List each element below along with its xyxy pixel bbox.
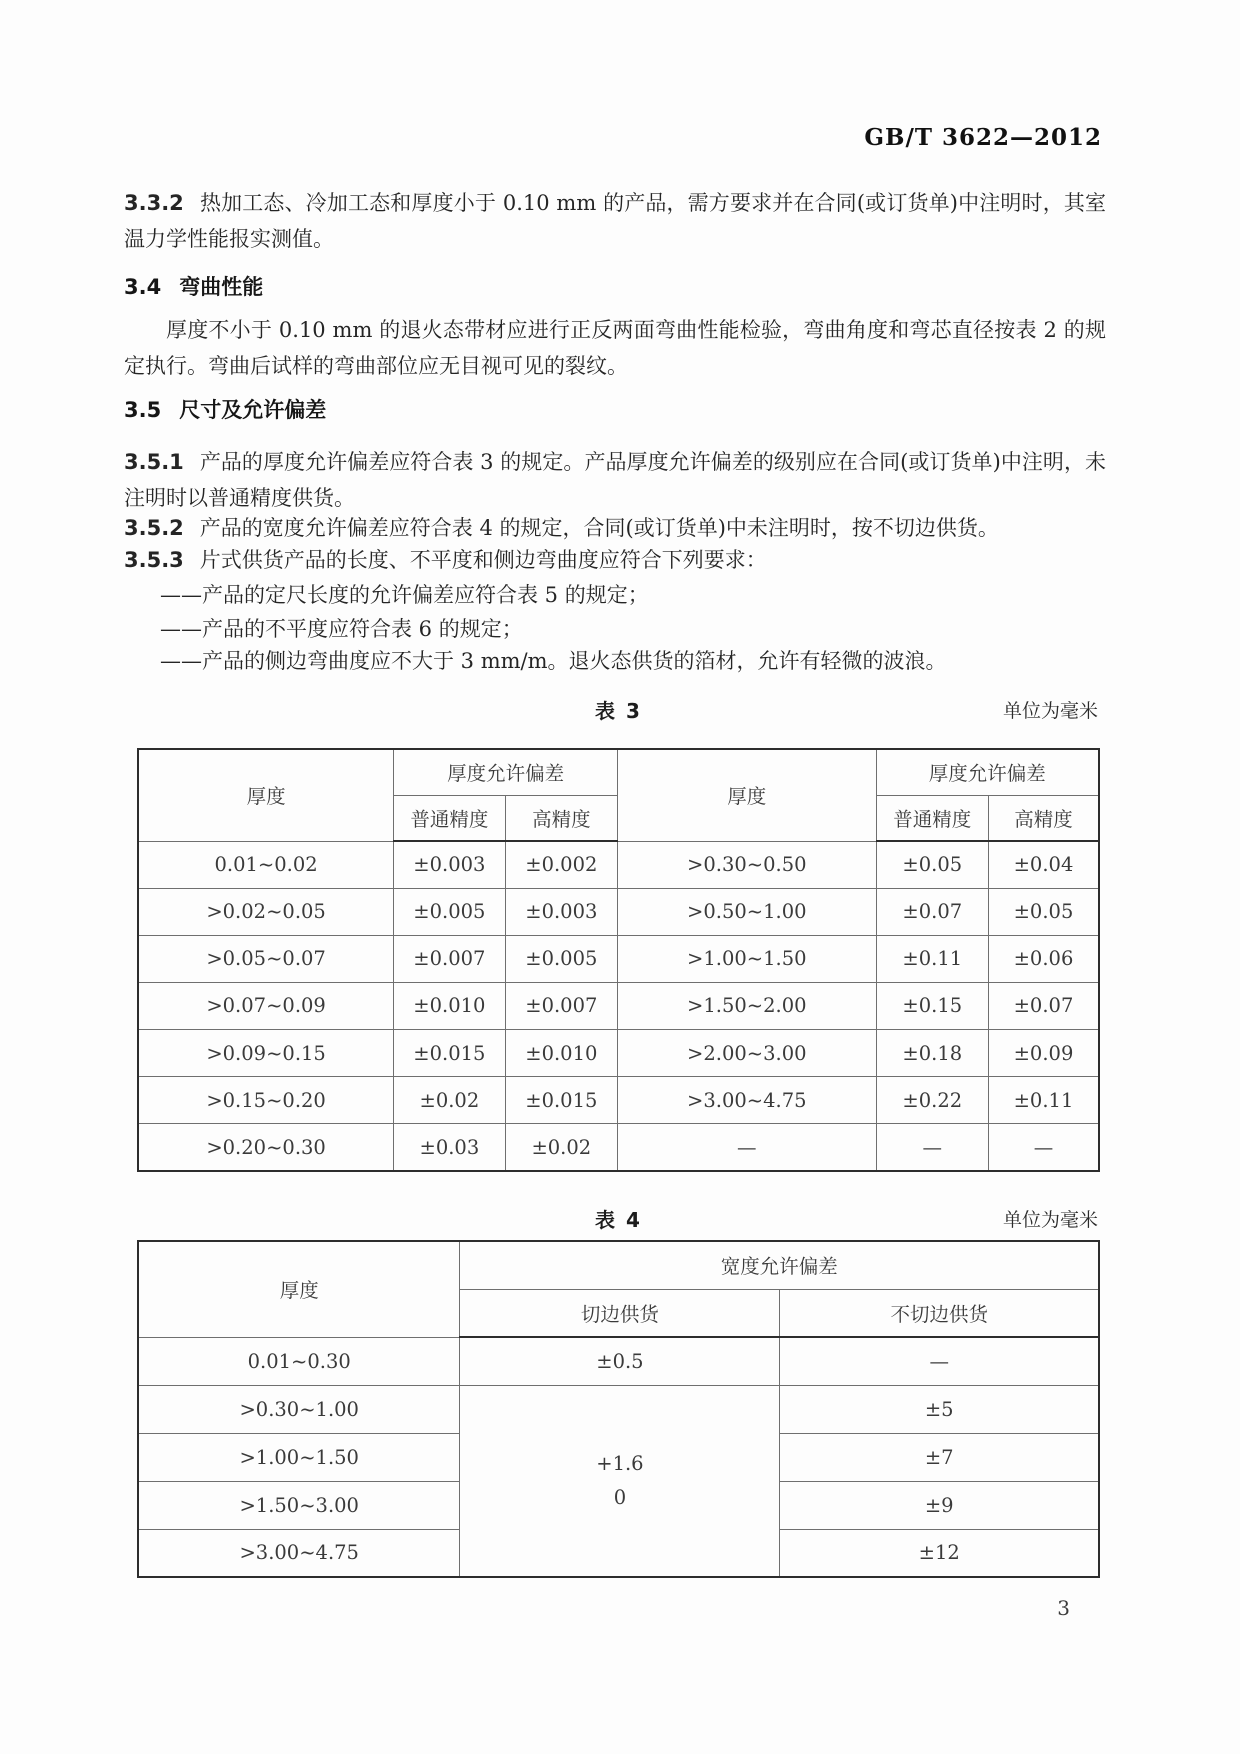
cell: — [780,1337,1099,1385]
header-cell-tolerance: 宽度允许偏差 [460,1241,1099,1289]
header-cell-high: 高精度 [988,795,1099,841]
clause-number: 3.5.3 [124,548,184,572]
cell: >1.50~3.00 [138,1481,460,1529]
clause-number: 3.5.1 [124,450,184,474]
header-cell-thickness: 厚度 [618,749,877,841]
cell: ±0.002 [505,841,617,888]
table-row [138,888,1099,935]
cell: ±12 [780,1529,1099,1577]
cell: ±5 [780,1385,1099,1433]
cell: >1.00~1.50 [618,935,877,982]
table-3 [137,748,1100,1172]
table-row [138,1241,1099,1289]
cell: ±0.05 [988,888,1099,935]
table-row [138,749,1099,795]
cell: 0.01~0.02 [138,841,394,888]
cell: ±0.05 [876,841,988,888]
header-cell-high: 高精度 [505,795,617,841]
tolerance-minus: 0 [613,1485,627,1509]
cell: ±0.11 [876,935,988,982]
clause-text: 片式供货产品的长度、不平度和侧边弯曲度应符合下列要求： [199,548,767,572]
cell: >0.30~1.00 [138,1385,460,1433]
tolerance-merged-cell [460,1385,780,1577]
cell: ±0.010 [505,1030,617,1077]
clause-3-5-3 [124,543,1106,577]
cell: ±0.07 [988,982,1099,1029]
cell: ±0.02 [505,1124,617,1171]
header-cell-thickness: 厚度 [138,1241,460,1337]
heading-3-4 [124,271,1106,301]
table-row [138,1337,1099,1385]
table-4-header [138,1241,1099,1337]
cell: — [876,1124,988,1171]
cell: ±0.07 [876,888,988,935]
cell: 0.01~0.30 [138,1337,460,1385]
table-caption: 表 4 [595,1208,642,1232]
cell: ±0.06 [988,935,1099,982]
cell: ±0.007 [394,935,505,982]
tolerance-plus: +1.6 [596,1451,644,1475]
paragraph-3-4: 厚度不小于 0.10 mm 的退火态带材应进行正反两面弯曲性能检验，弯曲角度和弯芯直径按表 2 的规定执行。弯曲后试样的弯曲部位应无目视可见的裂纹。 [124,318,1106,378]
cell: ±0.02 [394,1077,505,1124]
cell: ±0.04 [988,841,1099,888]
cell: ±0.005 [505,935,617,982]
cell: ±0.09 [988,1030,1099,1077]
cell: >0.05~0.07 [138,935,394,982]
cell: >1.00~1.50 [138,1433,460,1481]
header-cell-thickness: 厚度 [138,749,394,841]
cell: ±0.22 [876,1077,988,1124]
cell: >0.09~0.15 [138,1030,394,1077]
table-3-caption-row [137,695,1100,721]
page-number: 3 [1057,1596,1070,1620]
cell: ±0.5 [460,1337,780,1385]
cell: >0.30~0.50 [618,841,877,888]
cell: >3.00~4.75 [138,1529,460,1577]
cell: ±0.003 [505,888,617,935]
header-cell-trimmed: 切边供货 [460,1289,780,1337]
table-4-caption-row [137,1204,1100,1230]
cell: >0.20~0.30 [138,1124,394,1171]
cell: ±0.015 [394,1030,505,1077]
cell: — [988,1124,1099,1171]
clause-3-3-2 [124,185,1106,257]
cell: >0.07~0.09 [138,982,394,1029]
cell: ±0.03 [394,1124,505,1171]
cell: >1.50~2.00 [618,982,877,1029]
clause-3-5-1 [124,444,1106,516]
list-item: ——产品的侧边弯曲度应不大于 3 mm/m。退火态供货的箔材，允许有轻微的波浪。 [160,649,947,673]
cell: ±7 [780,1433,1099,1481]
table-4 [137,1240,1100,1578]
cell: >2.00~3.00 [618,1030,877,1077]
table-3-header [138,749,1099,841]
cell: ±0.11 [988,1077,1099,1124]
cell: ±9 [780,1481,1099,1529]
header-cell-normal: 普通精度 [876,795,988,841]
table-row [138,1385,1099,1433]
table-row [138,1030,1099,1077]
heading-title: 弯曲性能 [179,275,264,299]
table-row [138,841,1099,888]
header-cell-normal: 普通精度 [394,795,505,841]
table-row [138,982,1099,1029]
heading-3-5 [124,394,1106,424]
cell: >0.50~1.00 [618,888,877,935]
cell: ±0.015 [505,1077,617,1124]
header-cell-untrimmed: 不切边供货 [780,1289,1099,1337]
cell: — [618,1124,877,1171]
doc-number: GB/T 3622—2012 [864,124,1102,151]
clause-text: 产品的宽度允许偏差应符合表 4 的规定，合同(或订货单)中未注明时，按不切边供货。 [199,516,999,540]
list-item: ——产品的不平度应符合表 6 的规定； [160,617,523,641]
cell: ±0.15 [876,982,988,1029]
unit-note: 单位为毫米 [1002,700,1098,722]
table-row [138,1077,1099,1124]
table-row [138,1124,1099,1171]
unit-note: 单位为毫米 [1002,1209,1098,1231]
header-cell-tolerance: 厚度允许偏差 [876,749,1099,795]
cell: ±0.003 [394,841,505,888]
cell: >0.02~0.05 [138,888,394,935]
cell: ±0.007 [505,982,617,1029]
list-item: ——产品的定尺长度的允许偏差应符合表 5 的规定； [160,583,649,607]
heading-number: 3.5 [124,398,162,422]
cell: ±0.18 [876,1030,988,1077]
cell: >0.15~0.20 [138,1077,394,1124]
cell: ±0.005 [394,888,505,935]
cell: ±0.010 [394,982,505,1029]
table-caption: 表 3 [595,699,642,723]
clause-text: 热加工态、冷加工态和厚度小于 0.10 mm 的产品，需方要求并在合同(或订货单)中注明时，其室温力学性能报实测值。 [124,191,1106,251]
clause-text: 产品的厚度允许偏差应符合表 3 的规定。产品厚度允许偏差的级别应在合同(或订货单)中注明，未注明时以普通精度供货。 [124,450,1106,510]
clause-number: 3.5.2 [124,516,184,540]
header-cell-tolerance: 厚度允许偏差 [394,749,618,795]
heading-number: 3.4 [124,275,162,299]
heading-title: 尺寸及允许偏差 [179,398,327,422]
table-row [138,935,1099,982]
cell: >3.00~4.75 [618,1077,877,1124]
clause-number: 3.3.2 [124,191,184,215]
clause-3-5-2 [124,511,1106,545]
